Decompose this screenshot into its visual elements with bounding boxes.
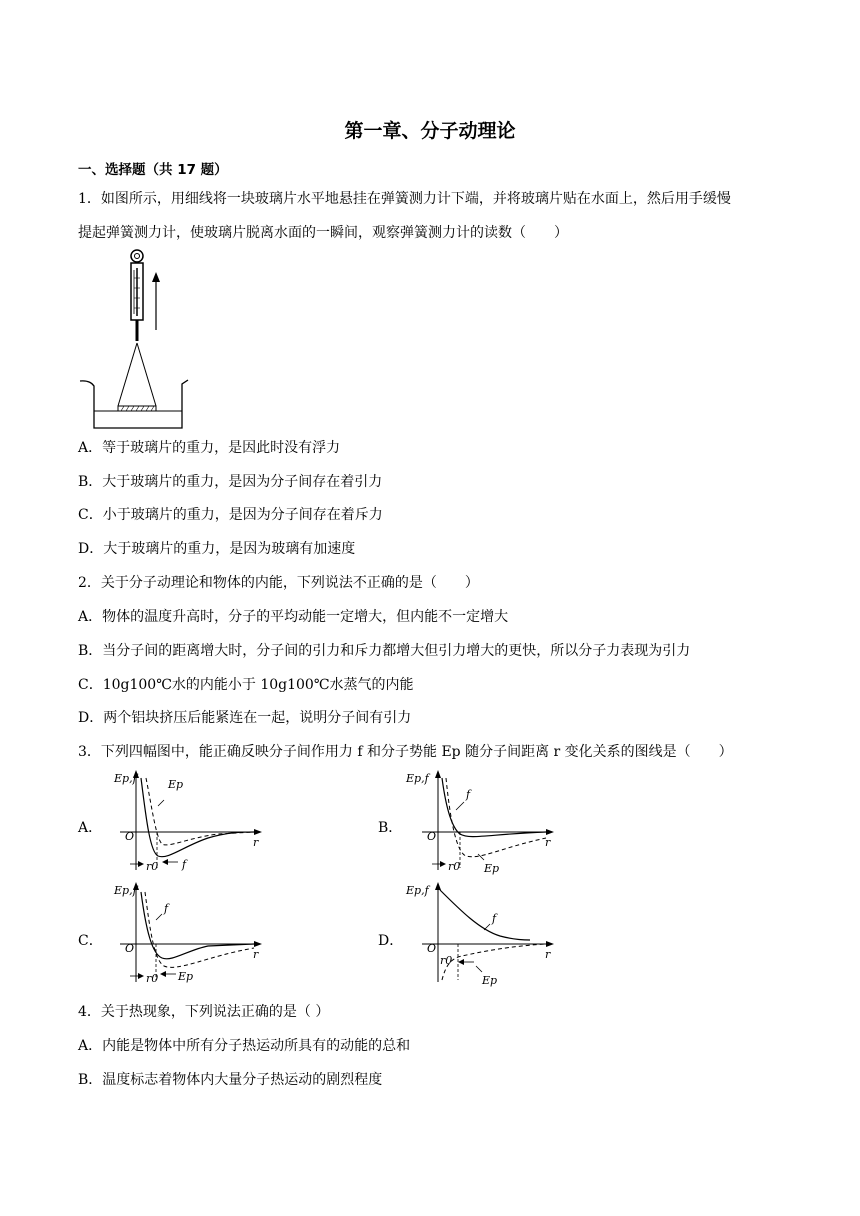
q2-option-b: B．当分子间的距离增大时，分子间的引力和斥力都增大但引力增大的更快，所以分子力表现为引力 [78,643,691,659]
graph-d-ep-label: Ep [482,974,498,987]
section-heading: 一、选择题（共 17 题） [78,162,228,178]
graph-b [400,768,560,878]
graph-c-origin: O [125,942,135,955]
graph-a-r0-label: r0 [146,860,159,873]
graph-c-yaxis-label: Ep,f [114,884,137,897]
graph-b-f-label: f [466,788,471,801]
graph-d-yaxis-label: Ep,f [406,884,429,897]
q1-option-d: D．大于玻璃片的重力，是因为玻璃有加速度 [78,541,356,557]
graph-a-ep-label: Ep [168,778,184,791]
graph-d-origin: O [427,942,437,955]
q3-option-c-label: C． [78,933,103,949]
graph-a-f-label: f [182,858,187,871]
q3-option-a-label: A． [78,820,103,836]
graph-d-xaxis-label: r [545,948,551,961]
q1-option-c: C．小于玻璃片的重力，是因为分子间存在着斥力 [78,507,383,523]
q2-option-d: D．两个铝块挤压后能紧连在一起，说明分子间有引力 [78,710,412,726]
q4-option-b: B．温度标志着物体内大量分子热运动的剧烈程度 [78,1072,383,1088]
graph-a-xaxis-label: r [253,836,259,849]
graph-b-origin: O [427,830,437,843]
spring-scale-diagram [78,248,198,430]
graph-c [108,880,268,990]
graph-b-r0-label: r0 [448,860,461,873]
graph-d-f-label: f [492,912,497,925]
q3-option-d-label: D． [378,933,404,949]
graph-c-f-label: f [164,902,169,915]
graph-d [400,880,560,990]
page-title: 第一章、分子动理论 [344,120,516,142]
graph-c-r0-label: r0 [146,972,159,985]
q2-stem: 2．关于分子动理论和物体的内能，下列说法不正确的是（ ） [78,575,479,591]
graph-c-xaxis-label: r [253,948,259,961]
q2-option-a: A．物体的温度升高时，分子的平均动能一定增大，但内能不一定增大 [78,609,509,625]
q1-option-b: B．大于玻璃片的重力，是因为分子间存在着引力 [78,474,383,490]
q1-option-a: A．等于玻璃片的重力，是因此时没有浮力 [78,440,341,456]
q1-stem-line1: 1．如图所示，用细线将一块玻璃片水平地悬挂在弹簧测力计下端，并将玻璃片贴在水面上，然后用手缓慢 [78,191,731,207]
q3-option-b-label: B． [378,820,403,836]
graph-a-origin: O [125,830,135,843]
graph-c-ep-label: Ep [178,970,194,983]
graph-a-yaxis-label: Ep,f [114,772,137,785]
q4-option-a: A．内能是物体中所有分子热运动所具有的动能的总和 [78,1038,411,1054]
q2-option-c: C．10g100℃水的内能小于 10g100℃水蒸气的内能 [78,677,414,693]
q1-stem-line2: 提起弹簧测力计，使玻璃片脱离水面的一瞬间，观察弹簧测力计的读数（ ） [78,225,568,241]
graph-b-yaxis-label: Ep,f [406,772,429,785]
q4-stem: 4．关于热现象，下列说法正确的是（ ） [78,1004,330,1020]
graph-a [108,768,268,878]
graph-d-r0-label: r0 [440,954,453,967]
graph-b-xaxis-label: r [545,836,551,849]
graph-b-ep-label: Ep [484,862,500,875]
q3-stem: 3．下列四幅图中，能正确反映分子间作用力 f 和分子势能 Ep 随分子间距离 r 变化关系的图线是（ ） [78,744,733,760]
